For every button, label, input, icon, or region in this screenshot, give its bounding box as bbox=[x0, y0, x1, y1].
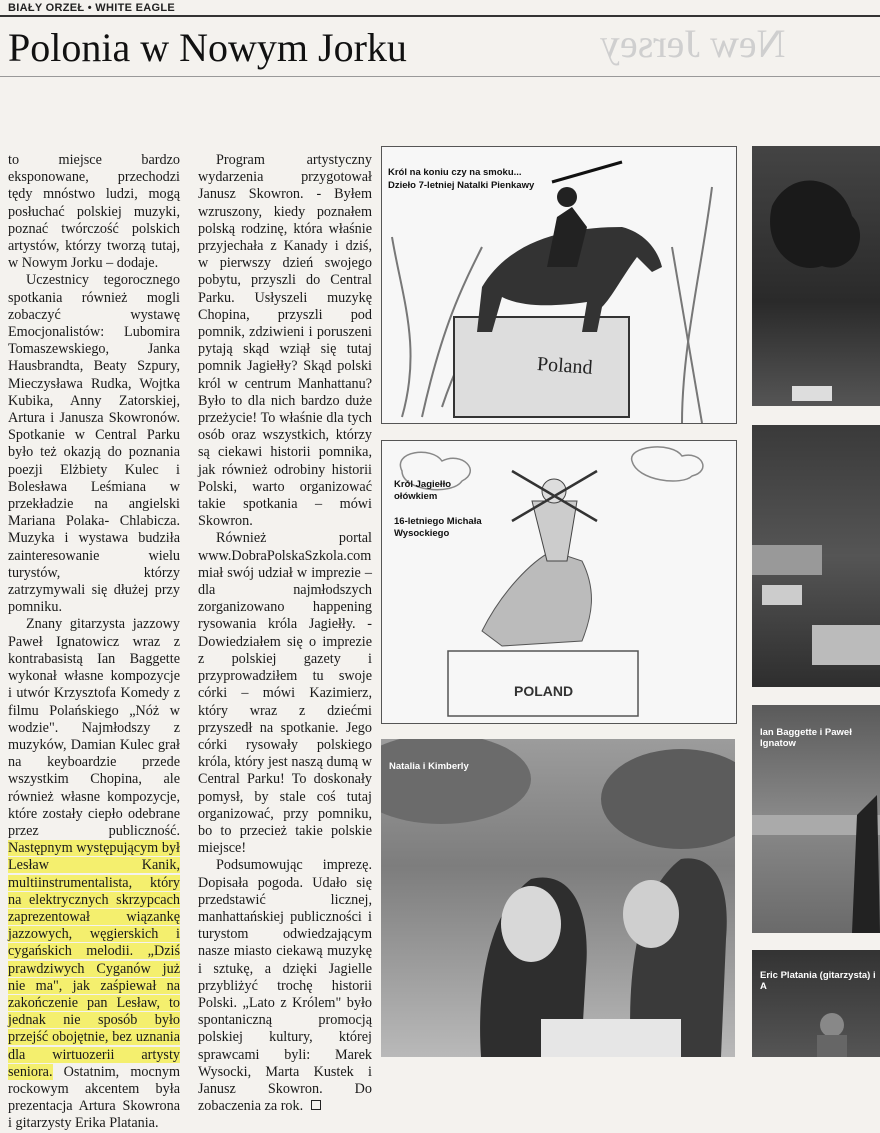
photo-caption: Eric Platania (gitarzysta) i A bbox=[760, 970, 876, 992]
drawing-caption: Wysockiego bbox=[394, 528, 450, 539]
paragraph-text: Znany gitarzysta jazzowy Paweł Ignatowicz wraz z kontrabasistą Ian Baggette wykonał własne kompozycje i utwór Krzysztofa Komedy z filmu Polańskiego „Nóż w wodzie". Najmłodszy z muzyków, Damian Kulec grał na keyboardzie przede wszystkim Chopina, ale również własne kompozycje, które zostały ciepło odebrane przez publiczność. bbox=[8, 616, 180, 839]
photo-right-guitar bbox=[752, 950, 880, 1057]
photo-right-top bbox=[752, 146, 880, 406]
paragraph: Również portal www.DobraPolskaSzkola.com miał swój udział w imprezie – dla najmłodszych zorganizowano happening rysowania króla Jagiełły. - Dowiedziałem się o imprezie z polskiej gazety i przyprowadziłem tu swoje córki – mówi Kazimierz, który wraz z dziećmi przyszedł na spotkanie. Jego córki rysowały polskiego króla, który jest naszą dumą w Central Parku! To doskonały pomysł, by stale coś tutaj organizować, przy pomniku, bo to przecież takie polskie miejsce! bbox=[198, 530, 372, 857]
paragraph-text: Ostatnim, mocnym rockowym akcentem była prezentacja Artura Skowrona i gitarzysty Erika Platania. bbox=[8, 1063, 180, 1132]
pedestal-label: POLAND bbox=[514, 683, 574, 699]
drawing-caption: Dzieło 7-letniej Natalki Pienkawy bbox=[388, 180, 535, 191]
girls-photo-icon bbox=[381, 739, 735, 1057]
photo-caption: Natalia i Kimberly bbox=[389, 761, 469, 772]
drawing-caption: ołówkiem bbox=[394, 491, 438, 502]
paragraph: Uczestnicy tegorocznego spotkania również mogli zobaczyć wystawę Emocjonalistów: Lubomira Tomaszewskiego, Janka Hausbrandta, Beaty Szpury, Mieczysława Rudka, Wojtka Kubika, Anny Zatorskiej, Artura i Janusza Skowronów. Spotkanie w Central Parku było też okazją do poznania poezji Elżbiety Kulec i Bolesława Leśmiana w przekładzie na angielski Mariana Polaka- Chlabicza. Muzyka i wystawa budziła zainteresowanie wielu turystów, którzy zatrzymywali się dłużej przy pomniku. bbox=[8, 272, 180, 616]
photo-girls-drawing bbox=[381, 739, 735, 1057]
tree-photo-icon bbox=[752, 146, 880, 406]
paragraph: Program artystyczny wydarzenia przygotował Janusz Skowron. - Byłem wzruszony, kiedy poznałem polską rodzinę, która właśnie przyjechała z Kanady i dziś, w pierwszy dzień swojego pobytu, przyszli do Central Parku. Usłyszeli muzykę Chopina, przyszli pod pomnik, zdziwieni i poruszeni pytają skąd wziął się tutaj pomnik Jagiełły? Skąd polski król w centrum Manhattanu? Było to dla nich bardzo duże przeżycie! To właśnie dla tych osób oraz wszystkich, którzy są ciekawi historii pomnika, jak również odrobiny historii Polski, warto organizować takie spotkania – mówi Skowron. bbox=[198, 152, 372, 530]
drawing-caption: Król na koniu czy na smoku... bbox=[388, 167, 522, 178]
photo-right-musicians bbox=[752, 705, 880, 933]
masthead-rule bbox=[0, 15, 880, 17]
paragraph-text: Podsumowując imprezę. Dopisała pogoda. Udało się przedstawić licznej, manhattańskiej publiczności i turystom odwiedzającym nasze miasto ciekawą muzykę i sztukę, a dzięki Jagielle przybliżyć trochę historii Polski. „Lato z Królem" było spontaniczną promocją polskiej kultury, której sprawcami byli: Marek Wysocki, Marta Kustek i Janusz Skowron. Do zobaczenia za rok. bbox=[198, 857, 372, 1115]
paragraph bbox=[8, 616, 180, 1132]
guitarist-photo-icon bbox=[752, 950, 880, 1057]
photo-caption: Ian Baggette i Paweł Ignatow bbox=[760, 727, 852, 749]
table-photo-icon bbox=[752, 425, 880, 687]
drawing-caption: Król Jagiełło bbox=[394, 479, 452, 490]
headline-rule bbox=[0, 76, 880, 77]
highlighted-text: Następnym występującym był Lesław Kanik, multiinstrumentalista, który na elektrycznych skrzypcach zaprezentował wiązankę jazzowych, węgierskich i cygańskich melodii. „Dziś prawdziwych Cyganów już nie ma", jak zaśpiewał na zakończenie pan Lesław, to jednak nie sposób było przejść obojętnie, bez uznania dla wirtuozerii artysty seniora. bbox=[8, 840, 180, 1080]
drawing-caption: 16-letniego Michała bbox=[394, 516, 482, 527]
masthead: BIAŁY ORZEŁ • WHITE EAGLE bbox=[8, 2, 175, 14]
headline: Polonia w Nowym Jorku bbox=[8, 25, 407, 70]
pedestal-label: Poland bbox=[536, 353, 594, 379]
end-mark-icon bbox=[311, 1100, 321, 1110]
photo-right-mid bbox=[752, 425, 880, 687]
article-column-1 bbox=[8, 152, 180, 1133]
article-column-2 bbox=[198, 152, 372, 1115]
paragraph bbox=[198, 857, 372, 1115]
paragraph: to miejsce bardzo eksponowane, przechodzi tędy mnóstwo ludzi, mogą posłuchać polskiej muzyki, poznać twórczość polskich artystów, którzy tworzą tutaj, w Nowym Jorku – dodaje. bbox=[8, 152, 180, 272]
bleed-through-text: New Jersey bbox=[600, 21, 786, 66]
child-drawing-king-on-horse bbox=[381, 146, 737, 424]
child-drawing-king-jagiello bbox=[381, 440, 737, 724]
